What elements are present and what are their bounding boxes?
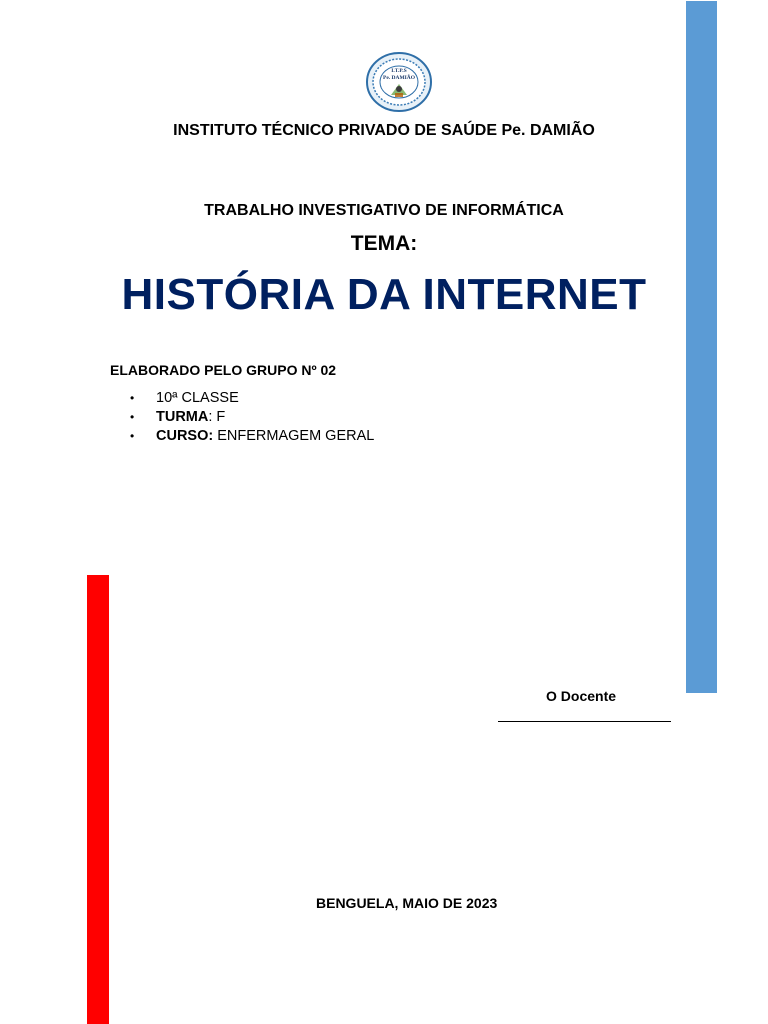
- institution-seal-icon: [365, 51, 433, 113]
- blue-decorative-bar: [686, 1, 717, 693]
- list-item-class: [130, 389, 374, 408]
- bullet-icon: •: [130, 429, 135, 443]
- class-value: 10ª CLASSE: [156, 390, 239, 406]
- work-title: TRABALHO INVESTIGATIVO DE INFORMÁTICA: [204, 202, 564, 219]
- tema-label: TEMA:: [350, 232, 418, 255]
- group-heading: ELABORADO PELO GRUPO Nº 02: [110, 362, 337, 378]
- signature-line: [498, 721, 671, 722]
- details-list: [130, 389, 374, 446]
- red-decorative-bar: [87, 575, 109, 1024]
- bullet-icon: •: [130, 410, 135, 424]
- place-date: BENGUELA, MAIO DE 2023: [316, 895, 498, 911]
- list-item-curso: [130, 427, 374, 446]
- curso-value: ENFERMAGEM GERAL: [213, 428, 375, 444]
- institution-name: INSTITUTO TÉCNICO PRIVADO DE SAÚDE Pe. DAMIÃO: [173, 122, 595, 139]
- seal-text-line2: Pe. DAMIÃO: [382, 75, 416, 81]
- seal-text-line1: I.T.P.S: [391, 68, 407, 74]
- docente-label: O Docente: [546, 688, 617, 704]
- main-title: HISTÓRIA DA INTERNET: [121, 270, 647, 319]
- curso-label: CURSO:: [156, 428, 214, 444]
- bullet-icon: •: [130, 391, 135, 405]
- list-item-turma: [130, 408, 374, 427]
- turma-label: TURMA: [156, 409, 209, 425]
- turma-value: : F: [208, 409, 226, 425]
